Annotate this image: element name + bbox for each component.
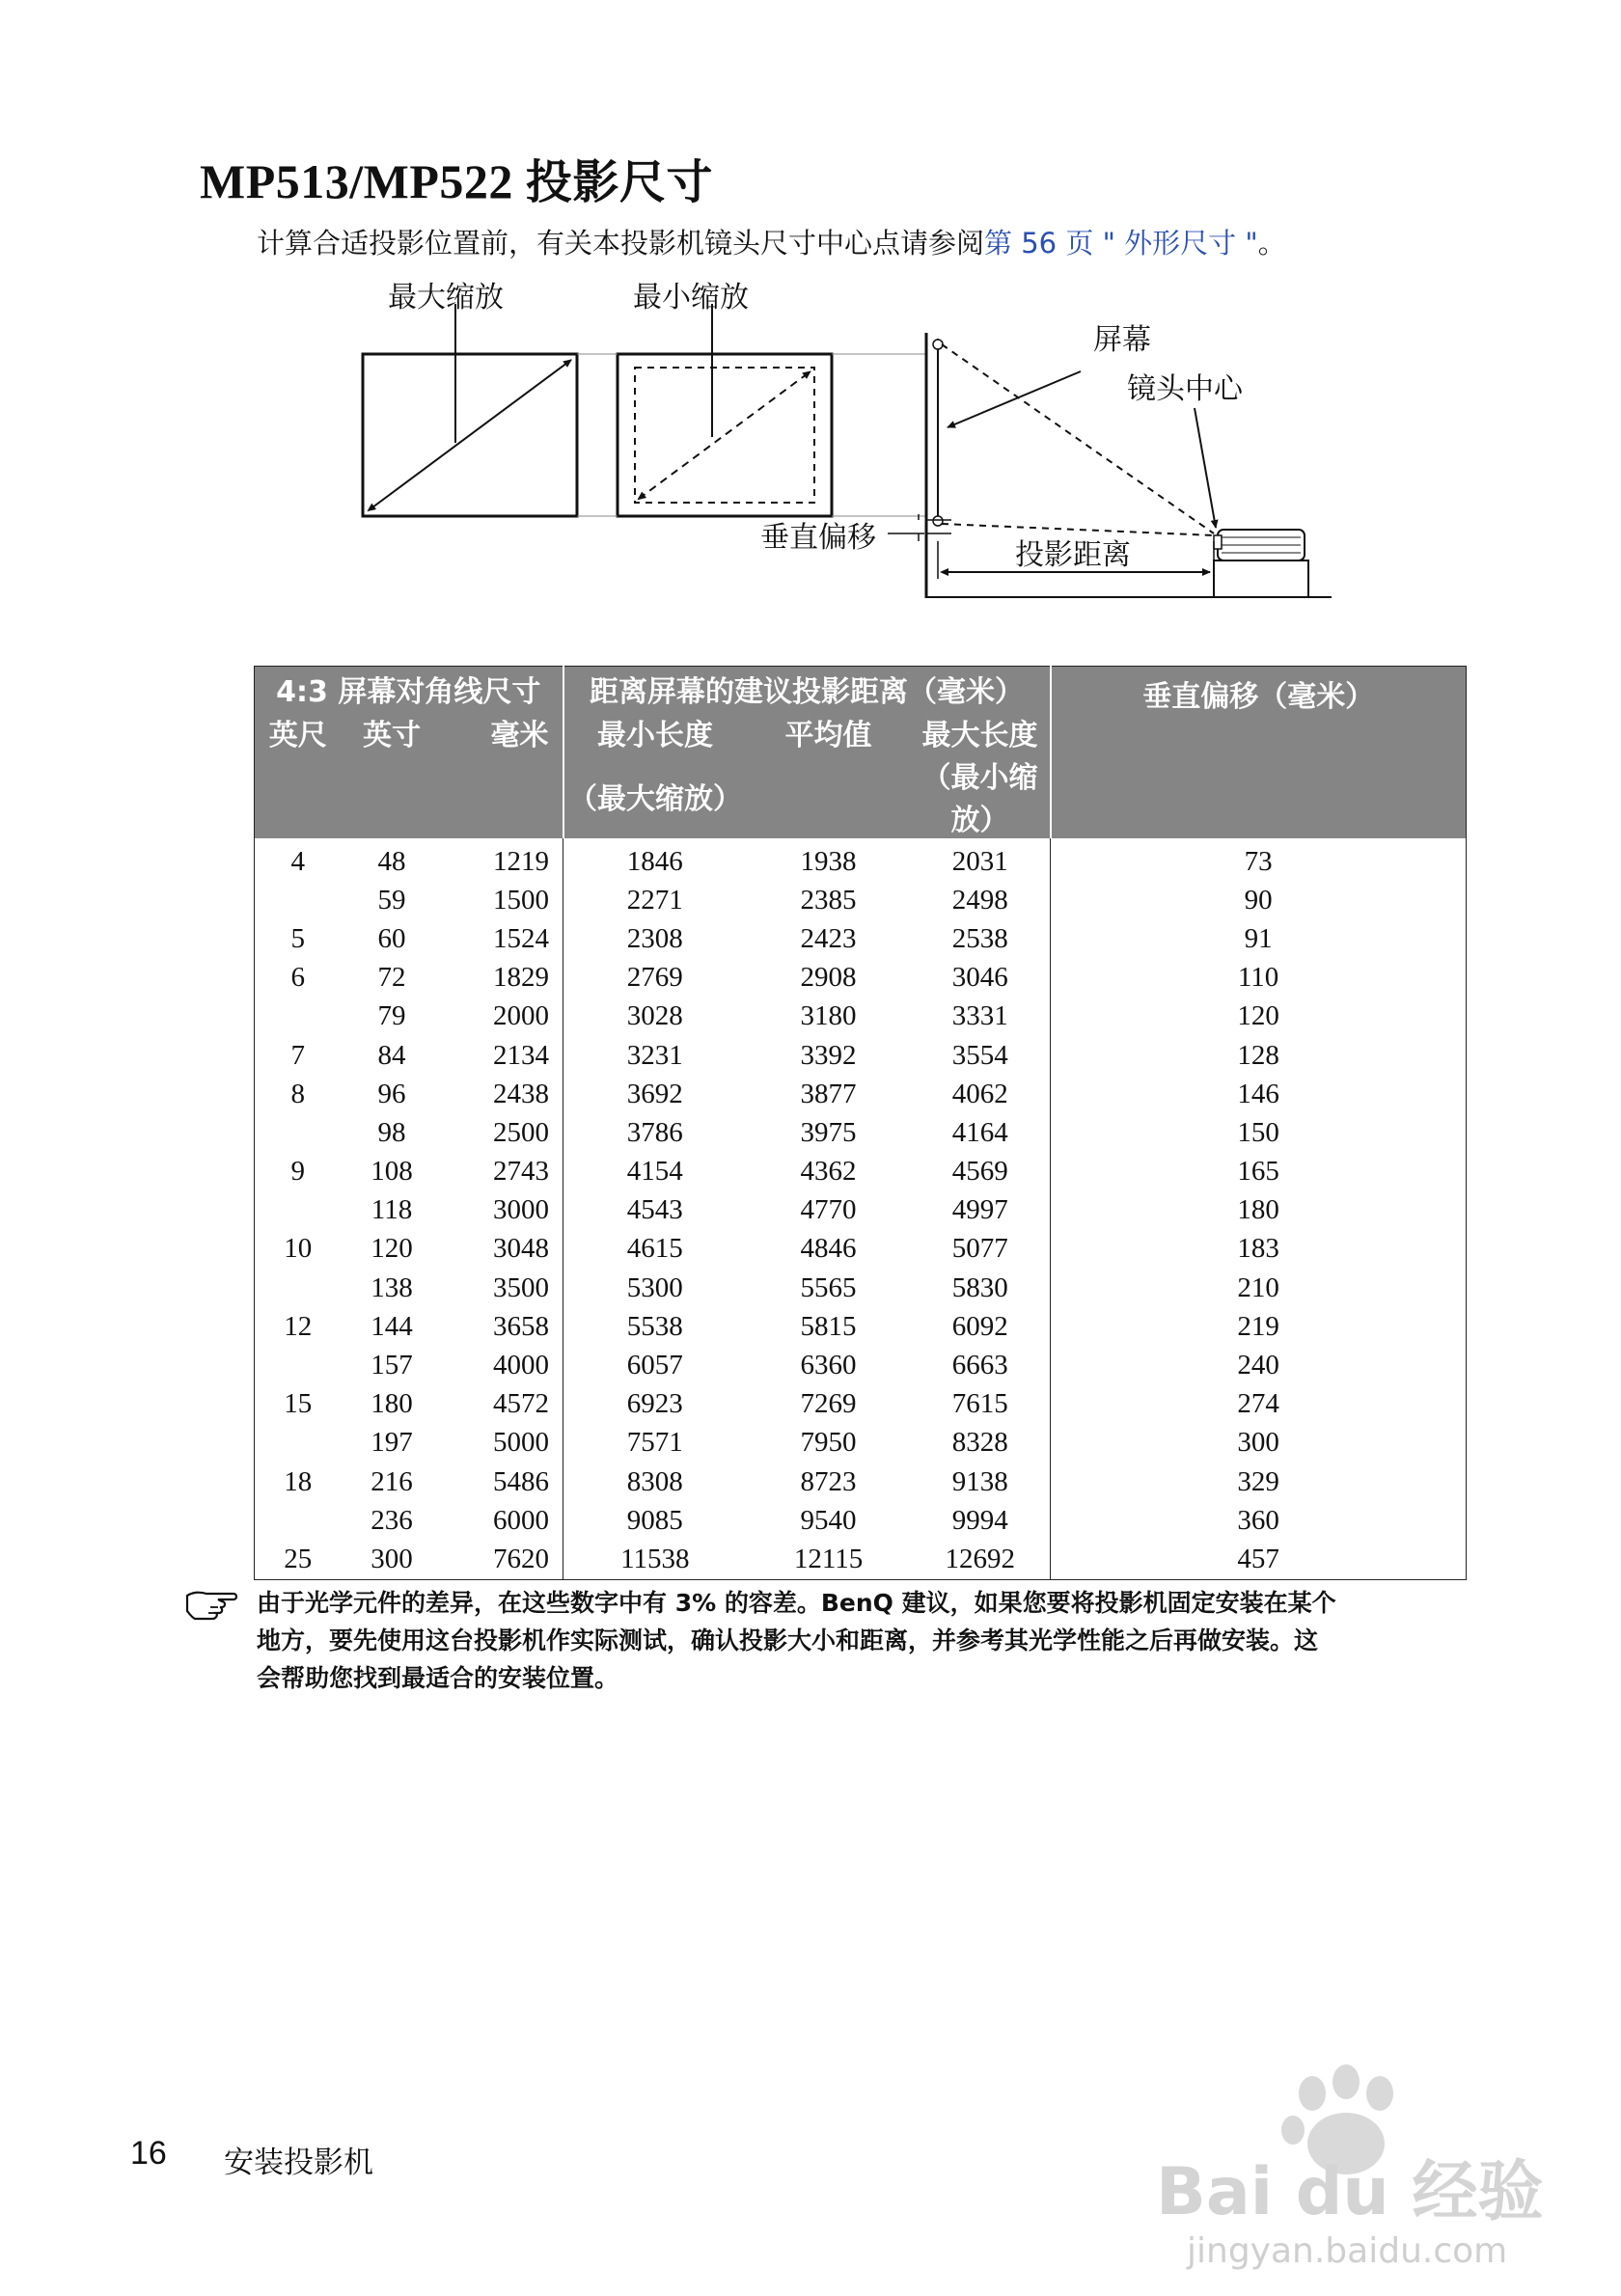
- table-cell: 12692: [911, 1540, 1051, 1579]
- table-cell: 216: [371, 1465, 413, 1497]
- table-cell: 5815: [800, 1310, 857, 1342]
- table-cell: 150: [1237, 1116, 1279, 1148]
- table-row: [255, 1540, 1467, 1579]
- table-cell: 7571: [626, 1427, 683, 1459]
- table-cell: 165: [1237, 1156, 1279, 1188]
- table-cell: 4770: [800, 1194, 857, 1226]
- title-cn: 投影尺寸: [525, 155, 713, 209]
- intro-paragraph: [257, 222, 1286, 261]
- table-row: [255, 1424, 1467, 1462]
- table-cell: 3500: [443, 1269, 563, 1307]
- table-cell: 2423: [800, 922, 857, 954]
- lens-center-label: 镜头中心: [1127, 372, 1243, 406]
- table-cell: 144: [371, 1310, 413, 1342]
- projection-diagram-svg: [347, 275, 1351, 603]
- table-cell: 3554: [911, 1036, 1051, 1075]
- table-cell: 6360: [800, 1350, 857, 1381]
- table-cell: 8328: [911, 1424, 1051, 1462]
- screen-label: 屏幕: [1093, 323, 1151, 357]
- table-body: [255, 838, 1467, 1579]
- header-vertical-offset: 垂直偏移（毫米）: [1051, 667, 1467, 839]
- table-cell: 6000: [443, 1501, 563, 1540]
- table-cell: 15: [284, 1388, 313, 1420]
- table-cell: 5538: [626, 1310, 683, 1342]
- table-cell: 2908: [800, 962, 857, 994]
- table-cell: 5830: [911, 1269, 1051, 1307]
- table-cell: 197: [371, 1427, 413, 1459]
- table-cell: 4362: [800, 1156, 857, 1188]
- table-cell: 2538: [911, 919, 1051, 958]
- table-cell: 25: [284, 1543, 313, 1574]
- table-row: [255, 1153, 1467, 1191]
- baidu-watermark: [1148, 2055, 1553, 2277]
- table-cell: 5000: [443, 1424, 563, 1462]
- table-cell: 6092: [911, 1307, 1051, 1346]
- table-cell: 300: [371, 1543, 413, 1574]
- table-cell: 73: [1244, 845, 1273, 877]
- table-cell: 4543: [626, 1194, 683, 1226]
- table-cell: 2031: [911, 838, 1051, 881]
- table-cell: 4569: [911, 1153, 1051, 1191]
- header-min-sub: （最大缩放）: [563, 753, 747, 838]
- table-cell: 3392: [800, 1039, 857, 1071]
- table-cell: 8723: [800, 1465, 857, 1497]
- table-cell: 3180: [800, 1000, 857, 1032]
- table-cell: 10: [284, 1233, 313, 1265]
- table-cell: 5300: [626, 1271, 683, 1303]
- table-cell: 240: [1237, 1350, 1279, 1381]
- table-cell: 79: [377, 1000, 406, 1032]
- table-cell: 2438: [443, 1075, 563, 1113]
- projection-distance-label: 投影距离: [1015, 538, 1131, 572]
- table-cell: 48: [377, 845, 406, 877]
- table-cell: 4154: [626, 1156, 683, 1188]
- table-cell: 8: [290, 1078, 305, 1109]
- table-cell: 18: [284, 1465, 313, 1497]
- table-row: [255, 881, 1467, 919]
- table-cell: 3658: [443, 1307, 563, 1346]
- min-zoom-label: 最小缩放: [633, 281, 749, 314]
- table-cell: 3877: [800, 1078, 857, 1109]
- title-model: MP513/MP522: [200, 154, 513, 208]
- table-cell: 3048: [443, 1230, 563, 1269]
- footer-section: 安装投影机: [224, 2146, 373, 2180]
- max-zoom-label: 最大缩放: [388, 281, 504, 314]
- table-cell: 3331: [911, 998, 1051, 1036]
- projection-table: [254, 666, 1466, 1580]
- table-cell: 360: [1237, 1504, 1279, 1536]
- table-cell: 3046: [911, 959, 1051, 998]
- table-cell: 1524: [443, 919, 563, 958]
- table-cell: [255, 881, 342, 919]
- table-cell: 6057: [626, 1350, 683, 1381]
- table-cell: 2500: [443, 1113, 563, 1152]
- table-cell: 4846: [800, 1233, 857, 1265]
- table-cell: 2498: [911, 881, 1051, 919]
- header-projection-distance: 距离屏幕的建议投影距离（毫米）: [563, 667, 1051, 712]
- table-cell: 4572: [443, 1385, 563, 1424]
- table-cell: 183: [1237, 1233, 1279, 1265]
- table-cell: [255, 1346, 342, 1384]
- vertical-offset-label: 垂直偏移: [760, 521, 876, 555]
- table-row: [255, 1075, 1467, 1113]
- table-cell: 6: [290, 962, 305, 994]
- table-cell: 1219: [443, 838, 563, 881]
- table-cell: [255, 998, 342, 1036]
- table-cell: 6923: [626, 1388, 683, 1420]
- table-cell: 84: [377, 1039, 406, 1071]
- header-feet: 英尺: [255, 711, 342, 753]
- table-cell: 2385: [800, 884, 857, 916]
- table-cell: 12115: [793, 1543, 864, 1574]
- table-cell: 2769: [626, 962, 683, 994]
- table-cell: 60: [377, 922, 406, 954]
- table-cell: 2134: [443, 1036, 563, 1075]
- table-cell: 329: [1237, 1465, 1279, 1497]
- table-cell: 9994: [911, 1501, 1051, 1540]
- table-row: [255, 959, 1467, 998]
- table-row: [255, 1191, 1467, 1230]
- table-cell: 138: [371, 1271, 413, 1303]
- table-cell: 120: [1237, 1000, 1279, 1032]
- table-cell: 4062: [911, 1075, 1051, 1113]
- header-mm: 毫米: [443, 711, 563, 753]
- table-cell: 3000: [443, 1191, 563, 1230]
- header-max-sub: （最小缩放）: [911, 753, 1051, 838]
- table-cell: 300: [1237, 1427, 1279, 1459]
- table-cell: 5565: [800, 1271, 857, 1303]
- projector-icon: [1214, 530, 1308, 597]
- note-line-2: 地方，要先使用这台投影机作实际测试，确认投影大小和距离，并参考其光学性能之后再做安装。这: [257, 1626, 1319, 1654]
- table-cell: 3786: [626, 1116, 683, 1148]
- max-zoom-diagonal: [369, 360, 571, 510]
- table-cell: 180: [371, 1388, 413, 1420]
- table-row: [255, 1307, 1467, 1346]
- table-cell: 8308: [626, 1465, 683, 1497]
- note-line-1: 由于光学元件的差异，在这些数字中有 3% 的容差。BenQ 建议，如果您要将投影机固定安装在某个: [257, 1589, 1336, 1617]
- table-cell: 3975: [800, 1116, 857, 1148]
- table-row: [255, 838, 1467, 881]
- table-cell: 5077: [911, 1230, 1051, 1269]
- table-cell: 7950: [800, 1427, 857, 1459]
- table-cell: 2308: [626, 922, 683, 954]
- table-cell: 5486: [443, 1462, 563, 1501]
- table-cell: 128: [1237, 1039, 1279, 1071]
- table-row: [255, 998, 1467, 1036]
- table-cell: 6663: [911, 1346, 1051, 1384]
- table-cell: 4615: [626, 1233, 683, 1265]
- table-row: [255, 1385, 1467, 1424]
- table-row: [255, 1501, 1467, 1540]
- table-cell: 4164: [911, 1113, 1051, 1152]
- table-cell: 91: [1244, 922, 1273, 954]
- header-min-length: 最小长度: [563, 711, 747, 753]
- table-cell: 3231: [626, 1039, 683, 1071]
- table-cell: 146: [1237, 1078, 1279, 1109]
- page-reference-link[interactable]: 第 56 页 " 外形尺寸 ": [984, 227, 1258, 260]
- table-cell: 1500: [443, 881, 563, 919]
- table-cell: 1846: [626, 845, 683, 877]
- table-cell: 118: [371, 1194, 413, 1226]
- table-row: [255, 1462, 1467, 1501]
- min-zoom-diagonal: [639, 371, 810, 499]
- table-cell: 7615: [911, 1385, 1051, 1424]
- table-row: [255, 919, 1467, 958]
- table-cell: 9: [290, 1156, 305, 1188]
- table-row: [255, 1346, 1467, 1384]
- table-cell: 7620: [443, 1540, 563, 1579]
- table-cell: 7269: [800, 1388, 857, 1420]
- page-number: 16: [130, 2135, 167, 2172]
- header-inch: 英寸: [342, 711, 443, 753]
- table-row: [255, 1230, 1467, 1269]
- table-cell: 108: [371, 1156, 413, 1188]
- table-cell: [255, 1501, 342, 1540]
- table-row: [255, 1113, 1467, 1152]
- intro-text: 计算合适投影位置前，有关本投影机镜头尺寸中心点请参阅: [257, 227, 985, 260]
- table-cell: 72: [377, 962, 406, 994]
- table-cell: [255, 1269, 342, 1307]
- table-cell: 457: [1237, 1543, 1279, 1574]
- table-cell: 5: [290, 922, 305, 954]
- intro-end: 。: [1257, 227, 1286, 260]
- table-cell: 3028: [626, 1000, 683, 1032]
- table-cell: 9085: [626, 1504, 683, 1536]
- table-cell: 274: [1237, 1388, 1279, 1420]
- table-cell: 1829: [443, 959, 563, 998]
- table-cell: 11538: [620, 1543, 690, 1574]
- table-cell: 210: [1237, 1271, 1279, 1303]
- header-max-length: 最大长度: [911, 711, 1051, 753]
- table-row: [255, 1269, 1467, 1307]
- table-cell: 157: [371, 1350, 413, 1381]
- table-cell: 1938: [800, 845, 857, 877]
- table-cell: 98: [377, 1116, 406, 1148]
- table-cell: 59: [377, 884, 406, 916]
- table-cell: 2271: [626, 884, 683, 916]
- table-cell: 90: [1244, 884, 1273, 916]
- table-cell: 236: [371, 1504, 413, 1536]
- table-cell: 4: [290, 845, 305, 877]
- table-cell: 96: [377, 1078, 406, 1109]
- table-cell: 4000: [443, 1346, 563, 1384]
- table-cell: 4997: [911, 1191, 1051, 1230]
- table-cell: 3692: [626, 1078, 683, 1109]
- page-title: [200, 145, 713, 211]
- note-hand-icon: [183, 1582, 245, 1621]
- table-cell: 7: [290, 1039, 305, 1071]
- tolerance-note: [257, 1584, 1463, 1697]
- watermark-brand: Bai du 经验: [1156, 2154, 1544, 2230]
- table-cell: 120: [371, 1233, 413, 1265]
- table-cell: 219: [1237, 1310, 1279, 1342]
- table-cell: 110: [1237, 962, 1279, 994]
- watermark-url: jingyan.baidu.com: [1187, 2231, 1508, 2271]
- table-cell: [255, 1424, 342, 1462]
- note-line-3: 会帮助您找到最适合的安装位置。: [257, 1664, 619, 1692]
- table-cell: 12: [284, 1310, 313, 1342]
- header-average: 平均值: [747, 711, 911, 753]
- table-cell: 180: [1237, 1194, 1279, 1226]
- table-cell: 9540: [800, 1504, 857, 1536]
- table-cell: 9138: [911, 1462, 1051, 1501]
- table-cell: 2743: [443, 1153, 563, 1191]
- min-zoom-screen: [618, 354, 832, 516]
- table-cell: [255, 1113, 342, 1152]
- table-row: [255, 1036, 1467, 1075]
- table-cell: [255, 1191, 342, 1230]
- header-screen-size: 4:3 屏幕对角线尺寸: [255, 667, 563, 712]
- projection-diagram: [347, 275, 1351, 603]
- table-cell: 2000: [443, 998, 563, 1036]
